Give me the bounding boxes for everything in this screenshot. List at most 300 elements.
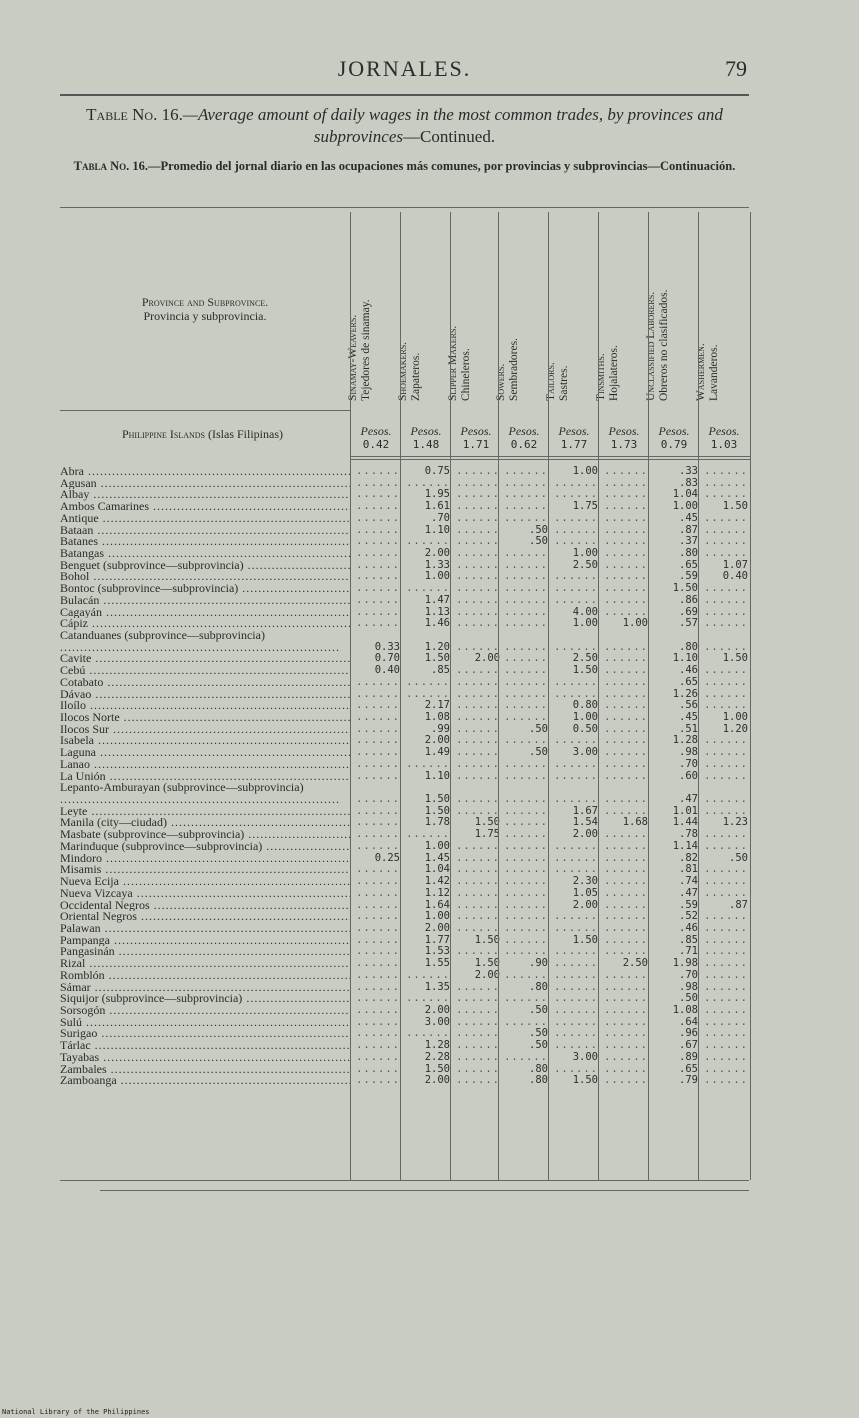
table-cell: ...... [504, 794, 548, 806]
table-cell: 1.68 [622, 817, 648, 829]
province-name: Zamboanga ..... [60, 1075, 350, 1087]
table-cell: 4.00 [572, 606, 598, 618]
table-cell: ...... [356, 477, 400, 489]
table-cell: ...... [504, 829, 548, 841]
province-name: Tayabas ..... [60, 1052, 350, 1064]
province-name: Bataan ..... [60, 525, 350, 537]
table-cell: ...... [604, 524, 648, 536]
table-cell: 1.50 [424, 653, 450, 665]
table-cell: ...... [456, 993, 500, 1005]
table-cell: ...... [704, 536, 748, 548]
table-cell: .85 [679, 934, 698, 946]
table-cell: ...... [356, 829, 400, 841]
table-cell: .50 [529, 524, 548, 536]
table-cell: ...... [456, 864, 500, 876]
table-cell: ...... [504, 770, 548, 782]
table-cell: ...... [406, 583, 450, 595]
table-cell: ...... [456, 735, 500, 747]
table-cell: ...... [504, 676, 548, 688]
province-name: Dávao ..... [60, 689, 350, 701]
table-cell: ...... [704, 665, 748, 677]
table-cell: 1.50 [474, 958, 500, 970]
unit-label: Pesos. [608, 424, 640, 438]
philippine-islands-value: 1.48 [412, 438, 440, 451]
table-cell: ...... [504, 548, 548, 560]
column-header-es: Sembradores. [508, 338, 520, 401]
table-cell: .50 [529, 1028, 548, 1040]
table-cell: .80 [529, 981, 548, 993]
table-cell: ...... [504, 688, 548, 700]
table-cell: ...... [456, 922, 500, 934]
table-top-rule [60, 207, 749, 208]
table-cell: ...... [456, 688, 500, 700]
table-cell: .59 [679, 571, 698, 583]
table-cell: ...... [604, 723, 648, 735]
table-cell: .65 [679, 559, 698, 571]
table-cell: 1.10 [672, 653, 698, 665]
province-name: Antique ..... [60, 513, 350, 525]
table-cell: ...... [504, 946, 548, 958]
table-cell: ...... [356, 911, 400, 923]
province-name: Romblón ..... [60, 970, 350, 982]
table-cell: ...... [704, 747, 748, 759]
table-cell: .98 [679, 747, 698, 759]
table-cell: ...... [554, 536, 598, 548]
table-cell: ...... [704, 829, 748, 841]
table-cell: ...... [356, 466, 400, 477]
table-cell: ...... [604, 653, 648, 665]
table-cell: 1.04 [672, 489, 698, 501]
table-cell: ...... [604, 466, 648, 477]
table-cell: ...... [456, 1028, 500, 1040]
table-cell: .80 [679, 641, 698, 653]
table-cell: ...... [554, 1063, 598, 1075]
column-divider [548, 212, 549, 1180]
table-cell: ...... [406, 477, 450, 489]
column-divider [350, 212, 351, 1180]
table-cell: 1.00 [622, 618, 648, 630]
column-header-es: Obreros no clasificados. [658, 289, 670, 401]
table-cell: ...... [504, 665, 548, 677]
table-cell: 1.04 [424, 864, 450, 876]
table-cell: ...... [356, 676, 400, 688]
province-name: Leyte ..... [60, 806, 350, 818]
table-cell: 1.28 [424, 1040, 450, 1052]
table-cell: ...... [504, 934, 548, 946]
table-cell: ...... [456, 794, 500, 806]
table-cell: ...... [604, 922, 648, 934]
table-cell: ...... [456, 618, 500, 630]
table-cell: ...... [554, 1028, 598, 1040]
table-cell: ...... [704, 758, 748, 770]
unit-label: Pesos. [558, 424, 590, 438]
column-header-es: Sastres. [558, 365, 570, 401]
table-cell: ...... [356, 747, 400, 759]
table-cell: 1.00 [424, 911, 450, 923]
table-cell: .47 [679, 794, 698, 806]
table-cell: ...... [356, 758, 400, 770]
province-name: La Unión ..... [60, 771, 350, 783]
table-cell: ...... [704, 618, 748, 630]
table-cell: .50 [529, 536, 548, 548]
table-cell: .69 [679, 606, 698, 618]
table-cell: ...... [604, 559, 648, 571]
philippine-islands-value: 0.62 [510, 438, 538, 451]
province-name: Iloílo ..... [60, 700, 350, 712]
table-cell: 1.47 [424, 594, 450, 606]
province-name: Albay ..... [60, 489, 350, 501]
table-cell: .70 [431, 512, 450, 524]
column-header-en: Tinsmiths. [595, 353, 607, 401]
province-header-en: Province and Subprovince. [141, 295, 269, 309]
table-cell: ...... [504, 899, 548, 911]
caption-en-text: —Average amount of daily wages in the most common trades, by provinces and subprovinces [182, 105, 723, 146]
caption-en-label: Table No. 16. [86, 105, 183, 124]
table-cell: 1.98 [672, 958, 698, 970]
table-cell: ...... [456, 665, 500, 677]
table-cell: ...... [456, 770, 500, 782]
table-cell: ...... [604, 665, 648, 677]
table-cell: ...... [356, 559, 400, 571]
province-name: Bulacán ..... [60, 595, 350, 607]
table-cell: 2.00 [572, 829, 598, 841]
province-name: Pampanga ..... [60, 935, 350, 947]
unit-label: Pesos. [708, 424, 740, 438]
table-cell: ...... [406, 969, 450, 981]
table-cell: ...... [604, 852, 648, 864]
table-cell: .83 [679, 477, 698, 489]
table-cell: ...... [356, 993, 400, 1005]
province-name: Catanduanes (subprovince—subprovincia) ..... [60, 630, 340, 653]
table-bottom-rule [60, 1180, 749, 1181]
philippine-islands-value: 1.71 [462, 438, 490, 451]
table-cell: ...... [504, 501, 548, 513]
province-name: Pangasinán ..... [60, 946, 350, 958]
table-cell: ...... [356, 606, 400, 618]
table-cell: ...... [604, 641, 648, 653]
table-cell: 1.10 [424, 524, 450, 536]
table-cell: ...... [604, 934, 648, 946]
table-cell: ...... [356, 723, 400, 735]
unit-label: Pesos. [508, 424, 540, 438]
table-cell: ...... [554, 946, 598, 958]
table-cell: ...... [704, 688, 748, 700]
table-cell: .47 [679, 887, 698, 899]
table-cell: .50 [529, 1040, 548, 1052]
table-cell: ...... [356, 934, 400, 946]
table-cell: ...... [604, 946, 648, 958]
column-header-tailors [545, 215, 600, 405]
table-cell: ...... [704, 770, 748, 782]
table-cell: 1.07 [722, 559, 748, 571]
table-cell: ...... [554, 958, 598, 970]
column-header-es: Hojalateros. [608, 345, 620, 401]
table-cell: ...... [356, 946, 400, 958]
province-name: Tárlac ..... [60, 1040, 350, 1052]
table-cell: ...... [504, 700, 548, 712]
province-name: Ilocos Sur ..... [60, 724, 350, 736]
province-name: Cebú ..... [60, 665, 350, 677]
table-cell: ...... [704, 1063, 748, 1075]
table-cell: ...... [554, 512, 598, 524]
table-cell: ...... [504, 571, 548, 583]
table-cell: 1.00 [672, 501, 698, 513]
table-cell: 1.50 [722, 501, 748, 513]
table-cell: ...... [504, 512, 548, 524]
table-cell: .64 [679, 1016, 698, 1028]
table-cell: ...... [356, 571, 400, 583]
table-cell: .85 [431, 665, 450, 677]
table-cell: ...... [704, 794, 748, 806]
philippine-islands-value: 0.79 [660, 438, 688, 451]
province-name: Marinduque (subprovince—subprovincia) ..... [60, 841, 350, 853]
table-cell: .65 [679, 676, 698, 688]
table-cell: ...... [554, 758, 598, 770]
table-cell: ...... [456, 1075, 500, 1087]
table-cell: ...... [456, 1004, 500, 1016]
table-cell: ...... [604, 981, 648, 993]
table-cell: 1.00 [722, 712, 748, 724]
table-cell: 1.50 [424, 794, 450, 806]
table-cell: 0.25 [374, 852, 400, 864]
table-cell: 1.67 [572, 805, 598, 817]
table-cell: ...... [554, 864, 598, 876]
table-cell: ...... [356, 1051, 400, 1063]
table-cell: 0.80 [572, 700, 598, 712]
table-cell: 1.42 [424, 876, 450, 888]
table-cell: ...... [504, 477, 548, 489]
table-cell: ...... [504, 1016, 548, 1028]
table-cell: ...... [456, 489, 500, 501]
table-cell: ...... [704, 489, 748, 501]
table-cell: ...... [604, 1075, 648, 1087]
table-cell: ...... [356, 805, 400, 817]
table-cell: ...... [704, 594, 748, 606]
table-cell: ...... [554, 688, 598, 700]
table-cell: 1.20 [424, 641, 450, 653]
table-cell: 1.50 [424, 1063, 450, 1075]
table-cell: ...... [554, 969, 598, 981]
unit-label: Pesos. [658, 424, 690, 438]
column-divider [450, 212, 451, 1180]
table-cell: 1.45 [424, 852, 450, 864]
table-cell: ...... [604, 1028, 648, 1040]
province-name: Masbate (subprovince—subprovincia) ..... [60, 829, 350, 841]
province-name: Batanes ..... [60, 536, 350, 548]
column-header-sowers [495, 215, 550, 405]
table-cell: ...... [356, 536, 400, 548]
table-cell: ...... [504, 911, 548, 923]
table-cell: ...... [554, 922, 598, 934]
table-cell: ...... [504, 817, 548, 829]
table-cell: ...... [406, 688, 450, 700]
header-rule [60, 94, 749, 96]
table-cell: ...... [356, 548, 400, 560]
province-name: Rizal ..... [60, 958, 350, 970]
province-name: Ambos Camarines ..... [60, 501, 350, 513]
table-cell: ...... [604, 899, 648, 911]
running-title: JORNALES. [337, 56, 472, 81]
table-cell: .70 [679, 758, 698, 770]
table-cell: 1.64 [424, 899, 450, 911]
table-cell: ...... [604, 712, 648, 724]
table-cell: .80 [679, 548, 698, 560]
table-cell: .56 [679, 700, 698, 712]
table-cell: ...... [456, 641, 500, 653]
table-cell: 1.00 [572, 712, 598, 724]
table-cell: 2.50 [572, 653, 598, 665]
table-cell: ...... [504, 993, 548, 1005]
table-cell: .87 [679, 524, 698, 536]
table-cell: 1.50 [572, 934, 598, 946]
table-cell: ...... [504, 618, 548, 630]
table-cell: ...... [604, 876, 648, 888]
table-cell: 1.54 [572, 817, 598, 829]
table-cell: ...... [554, 794, 598, 806]
table-cell: ...... [504, 559, 548, 571]
table-cell: ...... [504, 758, 548, 770]
table-cell: ...... [554, 852, 598, 864]
table-cell: ...... [456, 477, 500, 489]
totals-double-rule-1 [350, 456, 750, 457]
table-cell: ...... [554, 981, 598, 993]
table-cell: ...... [406, 758, 450, 770]
table-cell: .82 [679, 852, 698, 864]
table-cell: .57 [679, 618, 698, 630]
province-name: Cagayán ..... [60, 607, 350, 619]
table-cell: 0.33 [374, 641, 400, 653]
table-cell: ...... [554, 641, 598, 653]
table-cell: ...... [356, 770, 400, 782]
table-cell: ...... [356, 1063, 400, 1075]
table-cell: 1.78 [424, 817, 450, 829]
table-cell: ...... [704, 911, 748, 923]
province-name: Bohol ..... [60, 571, 350, 583]
table-cell: .46 [679, 922, 698, 934]
table-cell: ...... [604, 512, 648, 524]
table-cell: ...... [604, 864, 648, 876]
table-cell: ...... [356, 583, 400, 595]
table-cell: ...... [704, 1040, 748, 1052]
table-cell: 1.44 [672, 817, 698, 829]
province-name: Sulú ..... [60, 1017, 350, 1029]
table-cell: ...... [704, 641, 748, 653]
unit-label: Pesos. [460, 424, 492, 438]
table-cell: 2.00 [572, 899, 598, 911]
table-cell: 3.00 [424, 1016, 450, 1028]
table-cell: ...... [554, 524, 598, 536]
table-cell: ...... [456, 723, 500, 735]
table-cell: .52 [679, 911, 698, 923]
table-cell: ...... [604, 794, 648, 806]
totals-double-rule-2 [350, 459, 750, 460]
table-cell: ...... [504, 864, 548, 876]
table-cell: .96 [679, 1028, 698, 1040]
table-cell: ...... [604, 571, 648, 583]
table-cell: 1.13 [424, 606, 450, 618]
table-cell: 2.00 [424, 1075, 450, 1087]
province-name: Nueva Vizcaya ..... [60, 888, 350, 900]
column-divider [648, 212, 649, 1180]
footer-credit: National Library of the Philippines [2, 1408, 150, 1416]
table-cell: ...... [456, 524, 500, 536]
table-cell: ...... [406, 993, 450, 1005]
province-name: Occidental Negros ..... [60, 900, 350, 912]
table-cell: .86 [679, 594, 698, 606]
table-cell: .51 [679, 723, 698, 735]
province-name: Agusan ..... [60, 478, 350, 490]
table-cell: ...... [704, 981, 748, 993]
column-divider [698, 212, 699, 1180]
caption-en-continued: —Continued. [402, 127, 496, 146]
table-cell: ...... [604, 911, 648, 923]
table-cell: .59 [679, 899, 698, 911]
table-cell: ...... [554, 770, 598, 782]
column-header-en: Tailors. [545, 362, 557, 401]
table-cell: ...... [504, 735, 548, 747]
table-cell: ...... [604, 700, 648, 712]
province-name: Surigao ..... [60, 1028, 350, 1040]
table-cell: ...... [456, 559, 500, 571]
table-cell: .33 [679, 466, 698, 477]
header-bottom-rule [60, 410, 350, 411]
table-cell: ...... [456, 911, 500, 923]
province-name: Siquijor (subprovince—subprovincia) ..... [60, 993, 350, 1005]
table-cell: ...... [604, 887, 648, 899]
table-cell: ...... [704, 922, 748, 934]
province-name: Zambales ..... [60, 1064, 350, 1076]
table-cell: ...... [504, 594, 548, 606]
table-cell: ...... [356, 922, 400, 934]
table-cell: .70 [679, 969, 698, 981]
table-cell: 1.50 [572, 1075, 598, 1087]
table-cell: ...... [604, 735, 648, 747]
table-cell: ...... [704, 840, 748, 852]
table-cell: ...... [604, 477, 648, 489]
table-cell: ...... [604, 770, 648, 782]
column-header-en: Sinamay-Weavers. [347, 314, 359, 401]
philippine-islands-value: 1.03 [710, 438, 738, 451]
column-header-washermen [695, 215, 750, 405]
province-name: Oriental Negros ..... [60, 911, 350, 923]
table-cell: 1.75 [474, 829, 500, 841]
table-cell: .50 [729, 852, 748, 864]
table-cell: 1.26 [672, 688, 698, 700]
table-cell: 2.28 [424, 1051, 450, 1063]
table-cell: ...... [604, 1004, 648, 1016]
table-cell: ...... [704, 606, 748, 618]
table-cell: 2.00 [474, 653, 500, 665]
table-cell: ...... [356, 712, 400, 724]
philippine-islands-label: Philippine Islands (Islas Filipinas) [121, 427, 283, 441]
table-cell: .87 [729, 899, 748, 911]
table-cell: ...... [456, 899, 500, 911]
column-header-unclassified-laborers [645, 215, 700, 405]
table-cell: ...... [604, 840, 648, 852]
table-cell: 1.50 [722, 653, 748, 665]
table-cell: .74 [679, 876, 698, 888]
table-cell: 1.08 [424, 712, 450, 724]
table-cell: ...... [456, 700, 500, 712]
table-cell: ...... [356, 1075, 400, 1087]
table-cell: ...... [356, 969, 400, 981]
table-cell: .45 [679, 712, 698, 724]
table-caption-en [60, 104, 749, 148]
table-cell: ...... [406, 829, 450, 841]
table-cell: ...... [504, 840, 548, 852]
table-cell: .45 [679, 512, 698, 524]
table-cell: ...... [554, 676, 598, 688]
